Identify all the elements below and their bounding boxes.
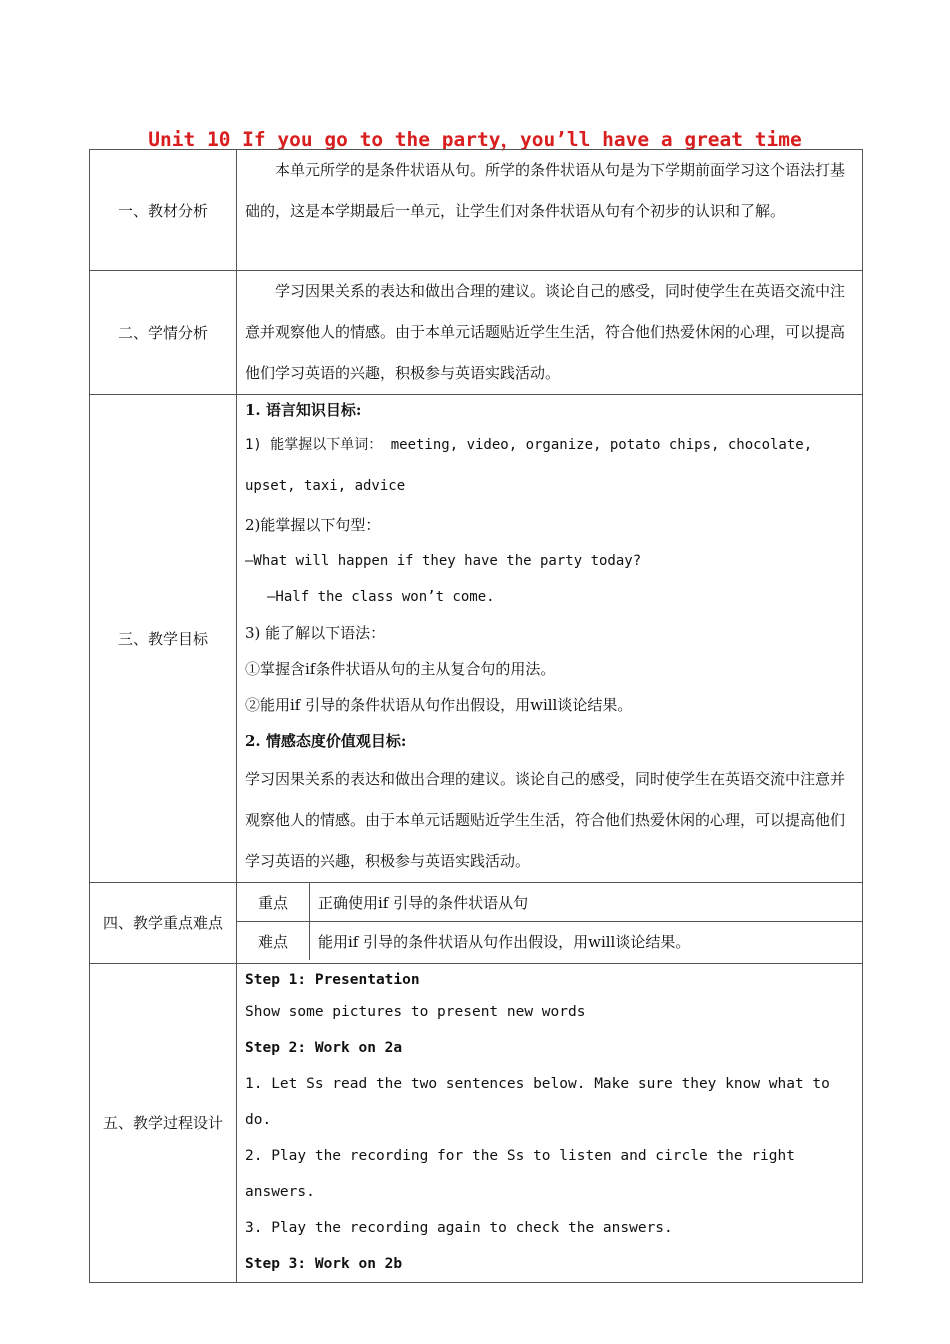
step-heading: Step 3: Work on 2b <box>245 1256 403 1272</box>
subheading: 1. 语言知识目标: <box>245 401 362 419</box>
section-content <box>237 271 863 395</box>
section-content <box>237 964 863 1283</box>
list-item: 1) 能掌握以下单词： meeting, video, organize, potato chips, chocolate, upset, taxi, advice <box>245 437 813 494</box>
table-row <box>90 964 863 1283</box>
section-content <box>237 883 863 964</box>
page-title: Unit 10 If you go to the party，you’ll have a great time <box>148 128 802 151</box>
step-heading: Step 1: Presentation <box>245 972 420 988</box>
key-points-table <box>237 883 862 960</box>
step-heading: Step 2: Work on 2a <box>245 1040 403 1056</box>
table-row <box>237 883 862 922</box>
section-label <box>90 883 237 964</box>
section-label <box>90 964 237 1283</box>
list-item: —What will happen if they have the party today? <box>245 553 642 569</box>
key-point-text: 正确使用if 引导的条件状语从句 <box>310 883 863 922</box>
step-text: 3. Play the recording again to check the answers. <box>245 1220 673 1236</box>
paragraph: 学习因果关系的表达和做出合理的建议。谈论自己的感受，同时使学生在英语交流中注意并观察他人的情感。由于本单元话题贴近学生生活，符合他们热爱休闲的心理，可以提高他们学习英语的兴趣，积极参与英语实践活动。 <box>245 282 846 382</box>
table-row <box>90 883 863 964</box>
step-text: Show some pictures to present new words <box>245 1004 586 1020</box>
lesson-plan-table <box>89 149 863 1283</box>
list-item: —Half the class won’t come. <box>267 589 495 605</box>
key-point-label: 重点 <box>237 883 310 922</box>
list-item: 2)能掌握以下句型： <box>245 516 381 534</box>
table-row <box>90 150 863 271</box>
section-content <box>237 395 863 883</box>
subheading: 2. 情感态度价值观目标: <box>245 732 407 750</box>
section-label: 三、教学目标 <box>90 395 237 883</box>
table-row <box>237 922 862 961</box>
list-item: ②能用if 引导的条件状语从句作出假设，用will谈论结果。 <box>245 696 633 714</box>
difficulty-label: 难点 <box>237 922 310 961</box>
difficulty-text: 能用if 引导的条件状语从句作出假设，用will谈论结果。 <box>318 932 691 951</box>
paragraph: 学习因果关系的表达和做出合理的建议。谈论自己的感受，同时使学生在英语交流中注意并观察他人的情感。由于本单元话题贴近学生生活，符合他们热爱休闲的心理，可以提高他们学习英语的兴趣，积极参与英语实践活动。 <box>245 770 846 870</box>
section-label-text: 五、教学过程设计 <box>102 1113 223 1132</box>
section-content <box>237 150 863 271</box>
section-label: 二、学情分析 <box>90 271 237 395</box>
table-row <box>90 395 863 883</box>
list-item: ①掌握含if条件状语从句的主从复合句的用法。 <box>245 660 556 678</box>
paragraph: 本单元所学的是条件状语从句。所学的条件状语从句是为下学期前面学习这个语法打基础的，这是本学期最后一单元，让学生们对条件状语从句有个初步的认识和了解。 <box>245 161 846 220</box>
step-text: 2. Play the recording for the Ss to listen and circle the right answers. <box>245 1148 795 1200</box>
list-item: 3) 能了解以下语法： <box>245 624 386 642</box>
section-label-text: 四、教学重点难点 <box>102 913 223 932</box>
step-text: 1. Let Ss read the two sentences below. Make sure they know what to do. <box>245 1076 830 1128</box>
table-row <box>90 271 863 395</box>
section-label: 一、教材分析 <box>90 150 237 271</box>
